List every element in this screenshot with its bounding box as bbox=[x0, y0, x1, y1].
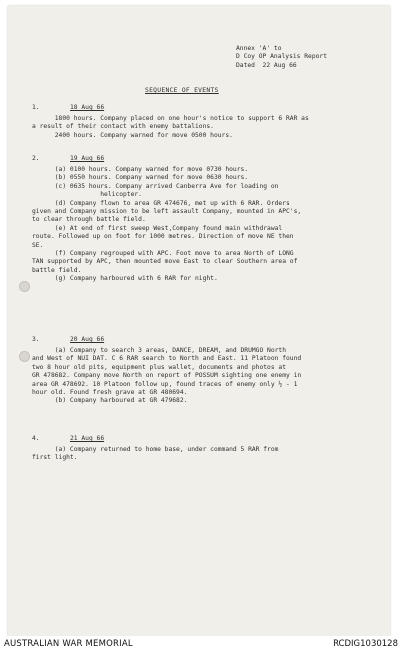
annex-line-2: D Coy OP Analysis Report bbox=[236, 53, 327, 61]
annex-line-1: Annex 'A' to bbox=[236, 45, 282, 52]
annex-header bbox=[236, 45, 327, 70]
section-number: 4. bbox=[32, 435, 40, 442]
footer-source: AUSTRALIAN WAR MEMORIAL bbox=[4, 639, 133, 649]
section-text: (a) Company returned to home base, under command 5 RAR from first light. bbox=[32, 446, 279, 462]
annex-line-3: Dated 22 Aug 66 bbox=[236, 61, 297, 69]
footer-record-id: RCDIG1030128 bbox=[333, 639, 398, 649]
document-title: SEQUENCE OF EVENTS bbox=[145, 87, 219, 94]
section-date: 21 Aug 66 bbox=[70, 435, 105, 442]
section-text: (a) Company to search 3 areas, DANCE, DREAM, and DRUMGO North and West of NUI DAT. C 6 RAR search to North and East. 11 Platoon found two 8 hour old pits, equipment plus wallet, documents and photos at GR 478682. Company move North on report of POSSUM sighting one enemy in area GR 478692. 10 Platoon follow up, found traces of enemy only ½ - 1 hour old. Found fresh grave at GR 480694. (b) Company harboured at GR 479682. bbox=[32, 347, 302, 405]
punch-hole bbox=[19, 351, 30, 362]
archive-footer bbox=[0, 636, 404, 654]
section-date: 18 Aug 66 bbox=[70, 104, 105, 111]
section-number: 1. bbox=[32, 104, 40, 111]
document-page bbox=[8, 6, 390, 636]
section-number: 2. bbox=[32, 155, 40, 162]
section-text: (a) 0100 hours. Company warned for move 0730 hours. (b) 0550 hours. Company warned for move 0630 hours. (c) 0635 hours. Company arrived Canberra Ave for loading on helicopter. (d) Company flown to area GR 474676, met up with 6 RAR. Orders given and Company mission to be left assault Company, mounted in APC's, to clear through battle field. (e) At end of first sweep West,Company found main withdrawal route. Followed up on foot for 1000 metres. Direction of move NE then SE. (f) Company regrouped with APC. Foot move to area North of LONG TAN supported by APC, then mounted move East to clear Southern area of battle field. (g) Company harboured with 6 RAR for night. bbox=[32, 166, 302, 283]
section-date: 19 Aug 66 bbox=[70, 155, 105, 162]
section-number: 3. bbox=[32, 336, 40, 343]
punch-hole bbox=[19, 281, 30, 292]
section-date: 20 Aug 66 bbox=[70, 336, 105, 343]
section-text: 1800 hours. Company placed on one hour's notice to support 6 RAR as a result of their contact with enemy battalions. 2400 hours. Company warned for move 0500 hours. bbox=[32, 115, 309, 139]
